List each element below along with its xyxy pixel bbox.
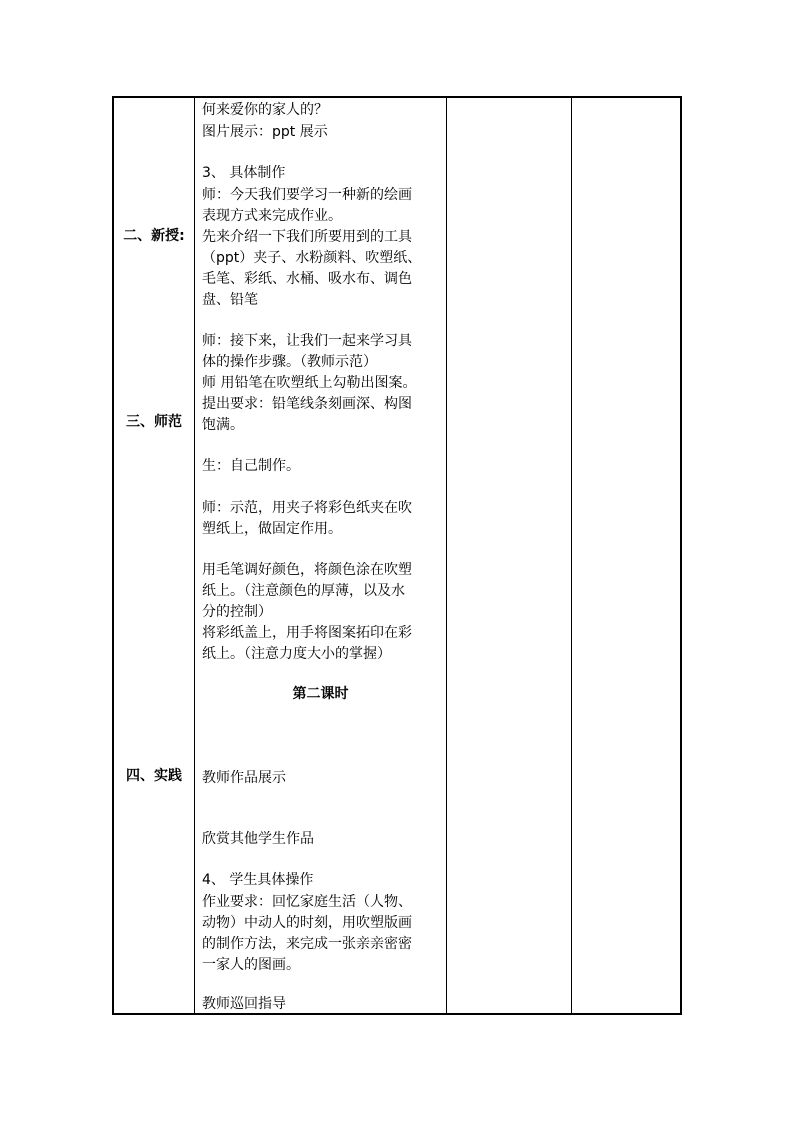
content-line: 饱满。 (202, 417, 244, 433)
content-line: 一家人的图画。 (202, 957, 300, 973)
column-divider (194, 98, 195, 1013)
content-line: 分的控制） (202, 604, 272, 620)
stage-label-new-lesson: 二、新授: (123, 228, 185, 244)
content-line: 3、 具体制作 (202, 165, 286, 181)
section-title: 第二课时 (292, 686, 349, 702)
content-line: 师：接下来，让我们一起来学习具 (202, 333, 412, 349)
content-line: 塑纸上，做固定作用。 (202, 521, 342, 537)
content-line: 何来爱你的家人的？ (202, 102, 328, 118)
stage-label-practice: 四、实践 (126, 768, 182, 784)
column-divider (446, 98, 447, 1013)
content-line: （ppt）夹子、水粉颜料、吹塑纸、 (202, 250, 422, 266)
stage-label-demonstration: 三、师范 (126, 414, 182, 430)
content-line: 纸上。（注意颜色的厚薄，以及水 (202, 583, 405, 599)
content-line: 动物）中动人的时刻，用吹塑版画 (202, 915, 412, 931)
content-line: 作业要求：回忆家庭生活（人物、 (202, 894, 412, 910)
content-line: 将彩纸盖上，用手将图案拓印在彩 (202, 625, 412, 641)
content-line: 教师作品展示 (202, 770, 286, 786)
content-line: 4、 学生具体操作 (202, 872, 314, 888)
content-line: 师：今天我们要学习一种新的绘画 (202, 187, 412, 203)
lesson-table (112, 96, 682, 1015)
content-line: 体的操作步骤。（教师示范） (202, 354, 377, 370)
content-line: 教师巡回指导 (202, 996, 286, 1012)
content-line: 表现方式来完成作业。 (202, 208, 342, 224)
content-line: 的制作方法，来完成一张亲亲密密 (202, 936, 412, 952)
content-line: 提出要求：铅笔线条刻画深、构图 (202, 396, 412, 412)
content-line: 先来介绍一下我们所要用到的工具 (202, 229, 412, 245)
content-line: 师 用铅笔在吹塑纸上勾勒出图案。 (202, 375, 417, 391)
content-line: 图片展示：ppt 展示 (202, 124, 328, 140)
content-line: 生：自己制作。 (202, 458, 300, 474)
content-line: 毛笔、彩纸、水桶、吸水布、调色 (202, 271, 412, 287)
content-line: 师：示范，用夹子将彩色纸夹在吹 (202, 500, 412, 516)
content-line: 欣赏其他学生作品 (202, 831, 314, 847)
content-line: 纸上。（注意力度大小的掌握） (202, 646, 391, 662)
content-line: 用毛笔调好颜色，将颜色涂在吹塑 (202, 562, 412, 578)
column-divider (571, 98, 572, 1013)
content-line: 盘、铅笔 (202, 292, 258, 308)
